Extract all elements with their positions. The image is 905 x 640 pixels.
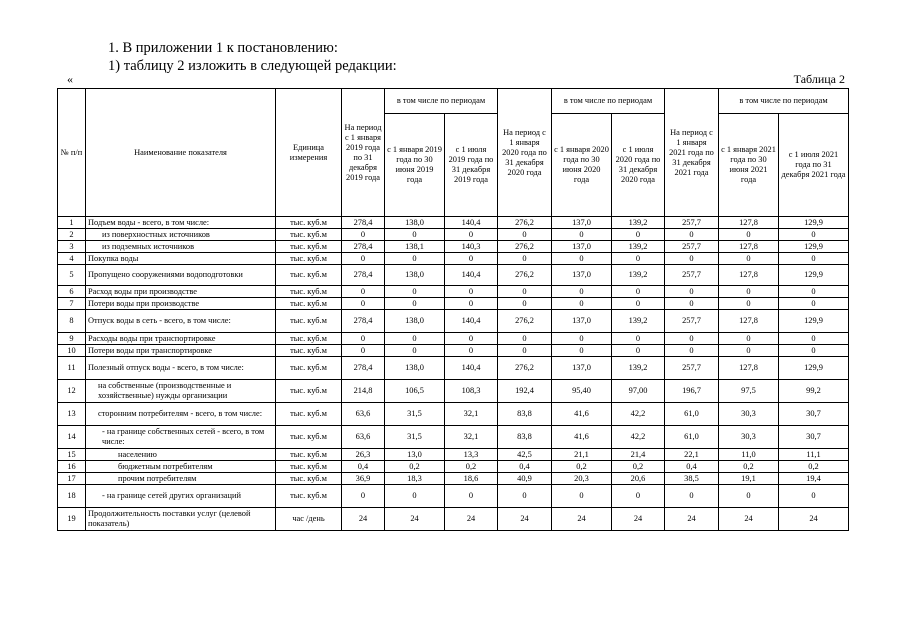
table-row (58, 345, 849, 357)
row-number: 15 (58, 449, 86, 461)
table-row (58, 217, 849, 229)
value-cell: 0 (719, 229, 779, 241)
value-cell: 257,7 (665, 310, 719, 333)
value-cell: 0,2 (385, 461, 445, 473)
value-cell: 0 (498, 345, 552, 357)
row-name: на собственные (производственные и хозяйственные) нужды организации (86, 380, 276, 403)
value-cell: 140,4 (445, 265, 498, 286)
value-cell: 42,2 (612, 426, 665, 449)
value-cell: 13,0 (385, 449, 445, 461)
value-cell: 0 (719, 333, 779, 345)
table-row (58, 298, 849, 310)
row-unit: тыс. куб.м (276, 265, 342, 286)
value-cell: 0,2 (552, 461, 612, 473)
value-cell: 24 (719, 508, 779, 531)
value-cell: 278,4 (342, 241, 385, 253)
row-name: - на границе собственных сетей - всего, в том числе: (86, 426, 276, 449)
row-name: бюджетным потребителям (86, 461, 276, 473)
table-row (58, 426, 849, 449)
value-cell: 0 (779, 229, 849, 241)
value-cell: 257,7 (665, 265, 719, 286)
value-cell: 18,6 (445, 473, 498, 485)
row-name: из поверхностных источников (86, 229, 276, 241)
row-number: 2 (58, 229, 86, 241)
table-row (58, 403, 849, 426)
value-cell: 140,4 (445, 217, 498, 229)
value-cell: 0 (665, 253, 719, 265)
value-cell: 139,2 (612, 241, 665, 253)
value-cell: 0 (779, 253, 849, 265)
value-cell: 278,4 (342, 217, 385, 229)
row-name: Потери воды при производстве (86, 298, 276, 310)
value-cell: 0 (342, 286, 385, 298)
value-cell: 140,3 (445, 241, 498, 253)
row-unit: тыс. куб.м (276, 380, 342, 403)
value-cell: 129,9 (779, 265, 849, 286)
row-name: Подъем воды - всего, в том числе: (86, 217, 276, 229)
value-cell: 0 (779, 286, 849, 298)
row-number: 5 (58, 265, 86, 286)
value-cell: 18,3 (385, 473, 445, 485)
value-cell: 129,9 (779, 217, 849, 229)
value-cell: 127,8 (719, 310, 779, 333)
value-cell: 61,0 (665, 403, 719, 426)
value-cell: 137,0 (552, 217, 612, 229)
value-cell: 0 (552, 229, 612, 241)
value-cell: 0 (498, 333, 552, 345)
value-cell: 26,3 (342, 449, 385, 461)
value-cell: 106,5 (385, 380, 445, 403)
row-unit: тыс. куб.м (276, 449, 342, 461)
value-cell: 0 (385, 253, 445, 265)
table-row (58, 310, 849, 333)
value-cell: 0 (665, 485, 719, 508)
value-cell: 0 (385, 298, 445, 310)
value-cell: 97,5 (719, 380, 779, 403)
value-cell: 139,2 (612, 357, 665, 380)
row-unit: тыс. куб.м (276, 217, 342, 229)
value-cell: 276,2 (498, 241, 552, 253)
row-number: 1 (58, 217, 86, 229)
value-cell: 0 (719, 345, 779, 357)
value-cell: 0 (779, 333, 849, 345)
row-unit: тыс. куб.м (276, 253, 342, 265)
row-number: 3 (58, 241, 86, 253)
value-cell: 0 (552, 298, 612, 310)
value-cell: 0 (719, 485, 779, 508)
value-cell: 214,8 (342, 380, 385, 403)
value-cell: 99,2 (779, 380, 849, 403)
value-cell: 0 (498, 253, 552, 265)
row-name: Расходы воды при транспортировке (86, 333, 276, 345)
value-cell: 278,4 (342, 265, 385, 286)
value-cell: 137,0 (552, 310, 612, 333)
value-cell: 0 (445, 298, 498, 310)
value-cell: 138,0 (385, 357, 445, 380)
row-unit: час /день (276, 508, 342, 531)
value-cell: 0 (342, 298, 385, 310)
value-cell: 30,3 (719, 403, 779, 426)
value-cell: 11,0 (719, 449, 779, 461)
value-cell: 0 (665, 333, 719, 345)
value-cell: 127,8 (719, 217, 779, 229)
row-name: прочим потребителям (86, 473, 276, 485)
header-total-2019: На период с 1 января 2019 года по 31 декабря 2019 года (342, 89, 385, 217)
header-name: Наименование показателя (86, 89, 276, 217)
row-name: Полезный отпуск воды - всего, в том числе: (86, 357, 276, 380)
value-cell: 19,4 (779, 473, 849, 485)
value-cell: 257,7 (665, 357, 719, 380)
value-cell: 137,0 (552, 241, 612, 253)
value-cell: 0 (445, 253, 498, 265)
table-row (58, 241, 849, 253)
value-cell: 129,9 (779, 357, 849, 380)
value-cell: 0 (385, 229, 445, 241)
value-cell: 24 (665, 508, 719, 531)
table-row (58, 380, 849, 403)
header-num: № п/п (58, 89, 86, 217)
value-cell: 140,4 (445, 357, 498, 380)
header-total-2021: На период с 1 января 2021 года по 31 декабря 2021 года (665, 89, 719, 217)
row-number: 6 (58, 286, 86, 298)
row-number: 4 (58, 253, 86, 265)
row-number: 19 (58, 508, 86, 531)
value-cell: 0 (342, 345, 385, 357)
row-number: 17 (58, 473, 86, 485)
value-cell: 0,4 (498, 461, 552, 473)
row-number: 8 (58, 310, 86, 333)
header-h1-2019: с 1 января 2019 года по 30 июня 2019 года (385, 114, 445, 217)
value-cell: 127,8 (719, 265, 779, 286)
value-cell: 0 (612, 229, 665, 241)
value-cell: 0 (445, 333, 498, 345)
value-cell: 24 (552, 508, 612, 531)
value-cell: 31,5 (385, 403, 445, 426)
value-cell: 30,7 (779, 403, 849, 426)
value-cell: 20,6 (612, 473, 665, 485)
value-cell: 83,8 (498, 426, 552, 449)
value-cell: 0,4 (342, 461, 385, 473)
value-cell: 0,2 (719, 461, 779, 473)
table-row (58, 253, 849, 265)
value-cell: 0 (665, 229, 719, 241)
value-cell: 0 (445, 485, 498, 508)
value-cell: 0,2 (779, 461, 849, 473)
value-cell: 24 (342, 508, 385, 531)
row-unit: тыс. куб.м (276, 229, 342, 241)
header-h1-2020: с 1 января 2020 года по 30 июня 2020 года (552, 114, 612, 217)
value-cell: 20,3 (552, 473, 612, 485)
value-cell: 127,8 (719, 241, 779, 253)
table-row (58, 508, 849, 531)
value-cell: 0 (612, 253, 665, 265)
value-cell: 22,1 (665, 449, 719, 461)
value-cell: 0 (665, 286, 719, 298)
opening-quote: « (67, 72, 73, 86)
row-number: 13 (58, 403, 86, 426)
row-unit: тыс. куб.м (276, 357, 342, 380)
value-cell: 38,5 (665, 473, 719, 485)
value-cell: 0 (719, 253, 779, 265)
value-cell: 0 (385, 333, 445, 345)
table-row (58, 485, 849, 508)
value-cell: 108,3 (445, 380, 498, 403)
value-cell: 63,6 (342, 426, 385, 449)
value-cell: 138,0 (385, 310, 445, 333)
value-cell: 42,5 (498, 449, 552, 461)
value-cell: 139,2 (612, 217, 665, 229)
header-total-2020: На период с 1 января 2020 года по 31 декабря 2020 года (498, 89, 552, 217)
row-name: Потери воды при транспортировке (86, 345, 276, 357)
value-cell: 278,4 (342, 310, 385, 333)
value-cell: 0 (385, 345, 445, 357)
value-cell: 0 (552, 485, 612, 508)
row-name: Расход воды при производстве (86, 286, 276, 298)
value-cell: 196,7 (665, 380, 719, 403)
value-cell: 139,2 (612, 310, 665, 333)
value-cell: 13,3 (445, 449, 498, 461)
table-row (58, 357, 849, 380)
row-unit: тыс. куб.м (276, 473, 342, 485)
value-cell: 0 (612, 485, 665, 508)
value-cell: 0 (612, 298, 665, 310)
table-caption: Таблица 2 (793, 72, 845, 86)
value-cell: 24 (445, 508, 498, 531)
value-cell: 0 (445, 286, 498, 298)
value-cell: 0 (552, 345, 612, 357)
row-name: Покупка воды (86, 253, 276, 265)
value-cell: 127,8 (719, 357, 779, 380)
value-cell: 0 (498, 298, 552, 310)
value-cell: 129,9 (779, 241, 849, 253)
value-cell: 138,1 (385, 241, 445, 253)
table-row (58, 449, 849, 461)
value-cell: 0 (719, 286, 779, 298)
value-cell: 0 (385, 485, 445, 508)
row-number: 18 (58, 485, 86, 508)
header-h2-2020: с 1 июля 2020 года по 31 декабря 2020 года (612, 114, 665, 217)
row-number: 10 (58, 345, 86, 357)
value-cell: 31,5 (385, 426, 445, 449)
value-cell: 30,3 (719, 426, 779, 449)
value-cell: 0 (779, 298, 849, 310)
value-cell: 21,4 (612, 449, 665, 461)
value-cell: 140,4 (445, 310, 498, 333)
value-cell: 61,0 (665, 426, 719, 449)
value-cell: 276,2 (498, 310, 552, 333)
value-cell: 0 (342, 229, 385, 241)
value-cell: 257,7 (665, 217, 719, 229)
value-cell: 41,6 (552, 403, 612, 426)
value-cell: 11,1 (779, 449, 849, 461)
value-cell: 24 (498, 508, 552, 531)
value-cell: 0,2 (445, 461, 498, 473)
row-unit: тыс. куб.м (276, 298, 342, 310)
row-name: Пропущено сооружениями водоподготовки (86, 265, 276, 286)
table-row (58, 229, 849, 241)
value-cell: 36,9 (342, 473, 385, 485)
table-row (58, 333, 849, 345)
header-incl-2021: в том числе по периодам (719, 89, 849, 114)
row-unit: тыс. куб.м (276, 333, 342, 345)
water-supply-table (57, 88, 849, 531)
value-cell: 0 (552, 333, 612, 345)
value-cell: 129,9 (779, 310, 849, 333)
row-name: - на границе сетей других организаций (86, 485, 276, 508)
value-cell: 0 (445, 345, 498, 357)
row-unit: тыс. куб.м (276, 485, 342, 508)
value-cell: 0 (552, 253, 612, 265)
value-cell: 0 (779, 485, 849, 508)
table-row (58, 286, 849, 298)
row-unit: тыс. куб.м (276, 426, 342, 449)
value-cell: 97,00 (612, 380, 665, 403)
row-name: Отпуск воды в сеть - всего, в том числе: (86, 310, 276, 333)
row-unit: тыс. куб.м (276, 403, 342, 426)
row-unit: тыс. куб.м (276, 310, 342, 333)
intro-line-2: 1) таблицу 2 изложить в следующей редакции: (108, 58, 397, 74)
value-cell: 0 (612, 345, 665, 357)
value-cell: 0 (445, 229, 498, 241)
value-cell: 42,2 (612, 403, 665, 426)
header-h2-2019: с 1 июля 2019 года по 31 декабря 2019 года (445, 114, 498, 217)
row-number: 7 (58, 298, 86, 310)
row-name: сторонним потребителям - всего, в том числе: (86, 403, 276, 426)
value-cell: 19,1 (719, 473, 779, 485)
header-h1-2021: с 1 января 2021 года по 30 июня 2021 года (719, 114, 779, 217)
table-row (58, 265, 849, 286)
row-number: 14 (58, 426, 86, 449)
value-cell: 24 (779, 508, 849, 531)
value-cell: 0 (385, 286, 445, 298)
table-row (58, 461, 849, 473)
intro-line-1: 1. В приложении 1 к постановлению: (108, 40, 338, 56)
value-cell: 95,40 (552, 380, 612, 403)
value-cell: 0,4 (665, 461, 719, 473)
value-cell: 32,1 (445, 426, 498, 449)
value-cell: 0 (498, 485, 552, 508)
row-number: 9 (58, 333, 86, 345)
value-cell: 276,2 (498, 265, 552, 286)
row-name: Продолжительность поставки услуг (целевой показатель) (86, 508, 276, 531)
row-name: населению (86, 449, 276, 461)
value-cell: 40,9 (498, 473, 552, 485)
header-incl-2019: в том числе по периодам (385, 89, 498, 114)
value-cell: 0 (342, 333, 385, 345)
value-cell: 0 (498, 229, 552, 241)
value-cell: 0 (342, 485, 385, 508)
value-cell: 0 (665, 298, 719, 310)
value-cell: 0 (612, 333, 665, 345)
header-unit: Единица измерения (276, 89, 342, 217)
value-cell: 137,0 (552, 357, 612, 380)
value-cell: 0 (719, 298, 779, 310)
value-cell: 138,0 (385, 265, 445, 286)
table-row (58, 473, 849, 485)
value-cell: 0 (498, 286, 552, 298)
row-unit: тыс. куб.м (276, 345, 342, 357)
value-cell: 0 (779, 345, 849, 357)
row-number: 16 (58, 461, 86, 473)
header-h2-2021: с 1 июля 2021 года по 31 декабря 2021 года (779, 114, 849, 217)
row-name: из подземных источников (86, 241, 276, 253)
header-incl-2020: в том числе по периодам (552, 89, 665, 114)
value-cell: 192,4 (498, 380, 552, 403)
row-unit: тыс. куб.м (276, 286, 342, 298)
value-cell: 21,1 (552, 449, 612, 461)
value-cell: 257,7 (665, 241, 719, 253)
value-cell: 276,2 (498, 217, 552, 229)
row-number: 11 (58, 357, 86, 380)
value-cell: 0,2 (612, 461, 665, 473)
value-cell: 41,6 (552, 426, 612, 449)
value-cell: 0 (552, 286, 612, 298)
value-cell: 0 (665, 345, 719, 357)
value-cell: 0 (612, 286, 665, 298)
value-cell: 24 (385, 508, 445, 531)
table-body (58, 217, 849, 531)
row-unit: тыс. куб.м (276, 241, 342, 253)
value-cell: 24 (612, 508, 665, 531)
value-cell: 278,4 (342, 357, 385, 380)
value-cell: 139,2 (612, 265, 665, 286)
row-number: 12 (58, 380, 86, 403)
value-cell: 83,8 (498, 403, 552, 426)
value-cell: 0 (342, 253, 385, 265)
value-cell: 32,1 (445, 403, 498, 426)
value-cell: 30,7 (779, 426, 849, 449)
value-cell: 138,0 (385, 217, 445, 229)
value-cell: 276,2 (498, 357, 552, 380)
value-cell: 63,6 (342, 403, 385, 426)
value-cell: 137,0 (552, 265, 612, 286)
row-unit: тыс. куб.м (276, 461, 342, 473)
